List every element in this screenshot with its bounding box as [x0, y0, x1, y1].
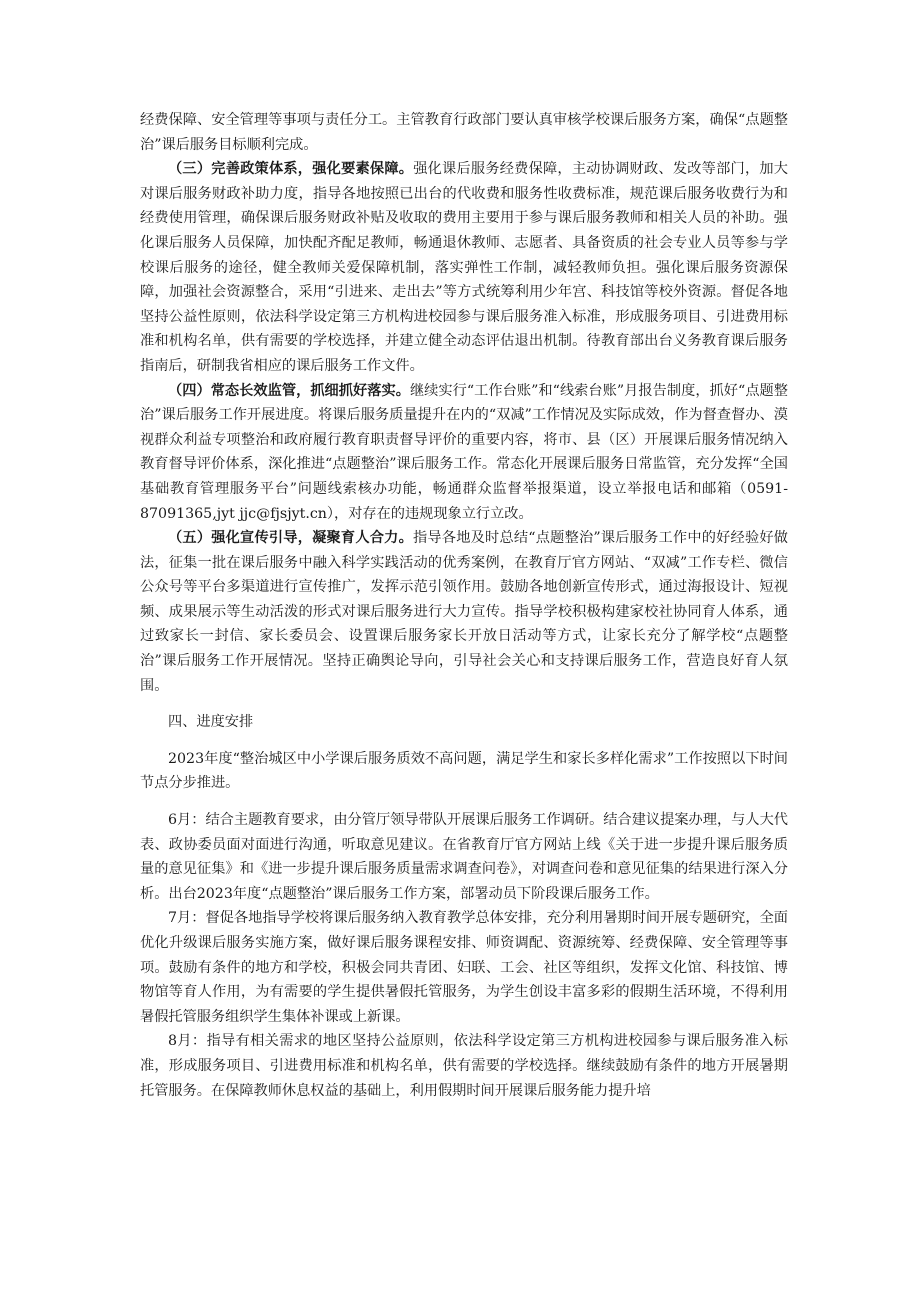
- section-5-body: 指导各地及时总结“点题整治”课后服务工作中的好经验好做法，征集一批在课后服务中融入科学实践活动的优秀案例，在教育厅官方网站、“双减”工作专栏、微信公众号等平台多渠道进行宣传推广，发挥示范引领作用。鼓励各地创新宣传形式，通过海报设计、短视频、成果展示等生动活泼的形式对课后服务进行大力宣传。指导学校积极构建家校社协同育人体系，通过致家长一封信、家长委员会、设置课后服务家长开放日活动等方式，让家长充分了解学校“点题整治”课后服务工作开展情况。坚持正确舆论导向，引导社会关心和支持课后服务工作，营造良好育人氛围。: [140, 530, 788, 694]
- section-5-heading: （五）强化宣传引导，凝聚育人合力。: [168, 530, 413, 547]
- chapter-heading-progress: 四、进度安排: [168, 714, 254, 731]
- section-4-paragraph: [140, 379, 788, 527]
- schedule-august: 8月：指导有相关需求的地区坚持公益原则，依法科学设定第三方机构进校园参与课后服务准入标准，形成服务项目、引进费用标准和机构名单，供有需要的学校选择。继续鼓励有条件的地方开展暑期托管服务。在保障教师休息权益的基础上，利用假期时间开展课后服务能力提升培: [140, 1033, 788, 1099]
- schedule-june: 6月：结合主题教育要求，由分管厅领导带队开展课后服务工作调研。结合建议提案办理，与人大代表、政协委员面对面进行沟通，听取意见建议。在省教育厅官方网站上线《关于进一步提升课后服务质量的意见征集》和《进一步提升课后服务质量需求调查问卷》，对调查问卷和意见征集的结果进行深入分析。出台2023年度“点题整治”课后服务工作方案，部署动员下阶段课后服务工作。: [140, 812, 788, 902]
- section-4-heading: （四）常态长效监管，抓细抓好落实。: [168, 382, 410, 399]
- section-5-paragraph: [140, 526, 788, 698]
- section-3-heading: （三）完善政策体系，强化要素保障。: [168, 161, 414, 178]
- section-3-paragraph: [140, 157, 788, 378]
- section-3-body: 强化课后服务经费保障，主动协调财政、发改等部门，加大对课后服务财政补助力度，指导各地按照已出台的代收费和服务性收费标准，规范课后服务收费行为和经费使用管理，确保课后服务财政补贴及收取的费用主要用于参与课后服务教师和相关人员的补助。强化课后服务人员保障，加快配齐配足教师，畅通退休教师、志愿者、具备资质的社会专业人员等参与学校课后服务的途径，健全教师关爱保障机制，落实弹性工作制，减轻教师负担。强化课后服务资源保障，加强社会资源整合，采用“引进来、走出去”等方式统筹利用少年宫、科技馆等校外资源。督促各地坚持公益性原则，依法科学设定第三方机构进校园参与课后服务准入标准，形成服务项目、引进费用标准和机构名单，供有需要的学校选择，并建立健全动态评估退出机制。待教育部出台义务教育课后服务指南后，研制我省相应的课后服务工作文件。: [140, 161, 788, 374]
- schedule-july: 7月：督促各地指导学校将课后服务纳入教育教学总体安排，充分利用暑期时间开展专题研究，全面优化升级课后服务实施方案，做好课后服务课程安排、师资调配、资源统筹、经费保障、安全管理等事项。鼓励有条件的地方和学校，积极会同共青团、妇联、工会、社区等组织，发挥文化馆、科技馆、博物馆等育人作用，为有需要的学生提供暑假托管服务，为学生创设丰富多彩的假期生活环境，不得利用暑假托管服务组织学生集体补课或上新课。: [140, 910, 788, 1025]
- paragraph-continued: 经费保障、安全管理等事项与责任分工。主管教育行政部门要认真审核学校课后服务方案，确保“点题整治”课后服务目标顺利完成。: [140, 112, 788, 153]
- section-4-body: 继续实行“工作台账”和“线索台账”月报告制度，抓好“点题整治”课后服务工作开展进度。将课后服务质量提升在内的“双减”工作情况及实际成效，作为督查督办、漠视群众利益专项整治和政府履行教育职责督导评价的重要内容，将市、县（区）开展课后服务情况纳入教育督导评价体系，深化推进“点题整治”课后服务工作。常态化开展课后服务日常监管，充分发挥“全国基础教育管理服务平台”问题线索核办功能，畅通群众监督举报渠道，设立举报电话和邮箱（0591-87091365,jyt jjc@fjsjyt.cn），对存在的违规现象立行立改。: [140, 382, 788, 522]
- progress-intro: 2023年度“整治城区中小学课后服务质效不高问题，满足学生和家长多样化需求”工作按照以下时间节点分步推进。: [140, 750, 788, 792]
- document-body: [140, 108, 788, 1103]
